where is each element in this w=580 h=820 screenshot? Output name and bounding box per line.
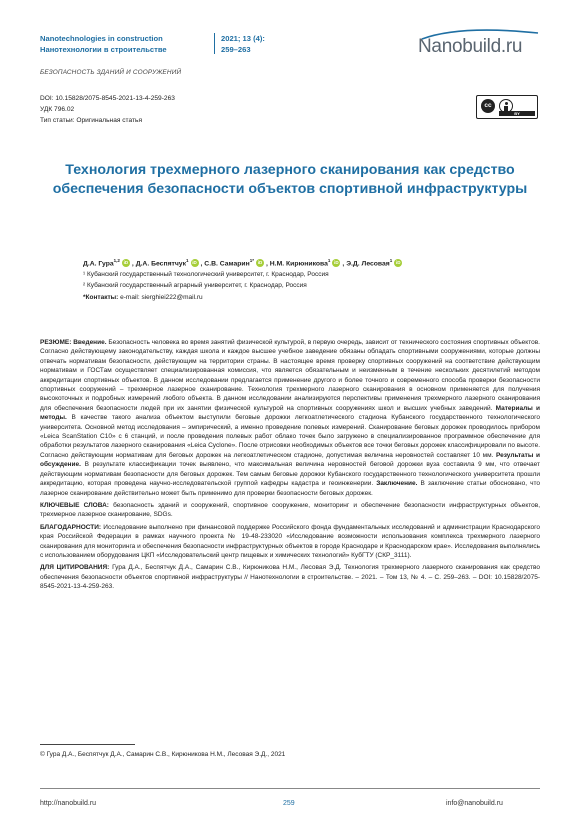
footnote-rule	[40, 744, 135, 745]
acknowledgments-label: БЛАГОДАРНОСТИ:	[40, 523, 102, 531]
orcid-icon[interactable]: iD	[123, 260, 129, 266]
orcid-icon[interactable]: iD	[396, 260, 401, 266]
conclusion-text: В заключение статьи обосновано, что лазерное сканирование действительно может быть применимо для проверки безопасности беговых дорожек.	[40, 480, 540, 497]
keywords-text: безопасность зданий и сооружений, спортивное сооружение, мониторинг и обеспечение безопасности инфраструктурных объектов, трехмерное лазерное сканирование, SDGs.	[40, 501, 541, 519]
header-divider	[214, 33, 215, 54]
year-issue: 2021; 13 (4):	[221, 34, 265, 43]
article-type: Тип статьи: Оригинальная статья	[40, 117, 143, 124]
authors-line: Д.А. Гура$^{1,2}$ iD , Д.А. Беспятчук$^1$ iD , С.В. Самарин$^{1*}$ iD , Н.М. Кирюникова$^1$ iD , Э.Д. Лесовая$^1$ iD	[83, 258, 401, 268]
contacts-email[interactable]: e-mail: sierghiei222@mail.ru	[118, 294, 203, 301]
footer-url[interactable]: http://nanobuild.ru	[40, 800, 97, 807]
abstract-paragraph	[40, 338, 540, 498]
methods-text: В качестве такого анализа объектом выступили беговые дорожки легкоатлетического стадиона Кубанского государственного технологического университета. Основной метод исследования – эмпирический, а именно проведение полевых измерений. Сканирование беговых дорожек проводилось прибором «Leica ScanStation C10» с 6 станций, и после проведения полевых работ облако точек было загружено в специализированное программное обеспечение для обработки результатов лазерного сканирования «Leica Cyclone». После отрисовки необходимых объектов все точки беговых дорожек классифицировали по высоте. Согласно действующим нормативам для беговых дорожек на легкоатлетическом стадионе, допустимая величина неровностей составляет 10 мм.	[40, 414, 540, 459]
author-name: Н.М. Кирюникова	[269, 260, 328, 268]
by-label: BY	[499, 111, 535, 116]
citation-text: Гура Д.А., Беспятчук Д.А., Самарин С.В., Кирюникова Н.М., Лесовая Э.Д. Технология трехмерного лазерного сканирования как средство обеспечения безопасности объектов спортивной инфраструктуры // Нанотехнологии в строительстве. – 2021. – Том 13, № 4. – С. 259–263. – DOI: 10.15828/2075-8545-2021-13-4-259-263.	[40, 564, 540, 591]
article-title: Технология трехмерного лазерного сканирования как средство обеспечения безопасности объектов спортивной инфраструктуры	[52, 162, 528, 197]
contacts	[83, 294, 203, 301]
copyright: © Гура Д.А., Беспятчук Д.А., Самарин С.В., Кирюникова Н.М., Лесовая Э.Д., 2021	[40, 751, 286, 758]
journal-title-en: Nanotechnologies in construction	[40, 34, 163, 43]
abstract-block	[40, 338, 540, 595]
orcid-icon[interactable]: iD	[192, 260, 197, 266]
footer-email[interactable]: info@nanobuild.ru	[446, 800, 503, 807]
author-name: Э.Д. Лесовая	[346, 260, 390, 268]
logo-text: Nanobuild.ru	[418, 36, 523, 57]
intro-text: Безопасность человека во время занятий физической культурой, в первую очередь, зависит от технического состояния спортивных объектов. Согласно действующему законодательству, каждая школа и каждое высшее учебное заведение обязаны обладать спортивными сооружениями, которые должны отвечать нормативам безопасности, действующим на территории страны. В настоящее время проверку спортивных сооружений на соответствие действующим нормативам и ГОСТам осуществляет специализированная комиссия, что является обязательным и неизменным в течение нескольких десятилетий методом аккредитации спортивных объектов. В данном исследовании предлагается применение другого и более точного и современного способа проверки безопасности спортивных сооружений – трехмерное лазерное сканирование. Технология трехмерного лазерного сканирования в основном применяется для получения высокоточных и подробных измерений любого объекта. В данном исследовании анализируются перспективы применения трехмерного лазерного сканирования для обеспечения безопасности людей при их занятии физической культурой на спортивных сооружениях школ и высших учебных заведений.	[40, 339, 540, 412]
doi[interactable]: DOI: 10.15828/2075-8545-2021-13-4-259-263	[40, 95, 175, 102]
keywords-label: КЛЮЧЕВЫЕ СЛОВА:	[40, 501, 109, 509]
nanobuild-logo[interactable]	[418, 36, 522, 58]
methods-label: Материалы и методы.	[40, 404, 540, 422]
keywords	[40, 501, 540, 520]
udk: УДК 796.02	[40, 106, 75, 113]
cc-by-license-badge[interactable]	[476, 95, 538, 119]
author-affiliation-sup: 1	[389, 258, 393, 263]
page-number: 259	[283, 800, 295, 807]
abstract-label: РЕЗЮМЕ:	[40, 339, 72, 346]
results-text: В результате классификации точек выявлено, что максимальная величина неровностей беговой дорожки вуза составила 9 мм, что отвечает действующим нормативам безопасности для беговых дорожек. Тем самым беговые дорожки Кубанского государственного технологического университета прошли аккредитацию, которая проведена научно-исследовательской группой кафедры кадастра и геоинженерии.	[40, 461, 540, 488]
acknowledgments	[40, 523, 540, 561]
section-label: БЕЗОПАСНОСТЬ ЗДАНИЙ И СООРУЖЕНИЙ	[40, 69, 182, 76]
citation	[40, 563, 540, 591]
contacts-label: *Контакты:	[83, 294, 119, 301]
journal-title	[40, 33, 167, 55]
author-name: Д.А. Гура	[83, 260, 114, 268]
cc-icon: cc	[481, 99, 495, 113]
footer-divider	[40, 788, 540, 789]
author-name: С.В. Самарин	[204, 260, 250, 268]
citation-label: ДЛЯ ЦИТИРОВАНИЯ:	[40, 564, 110, 572]
acknowledgments-text: Исследование выполнено при финансовой поддержке Российского фонда фундаментальных исследований и администрации Краснодарского края Российской Федерации в рамках научного проекта № 19-48-233020 «Исследование возможности использования комплекса трехмерного лазерного сканирования для мониторинга и обеспечения безопасности инфраструктурных объектов в городе Краснодаре и Краснодарском крае». Исследования выполнялись с использованием оборудования ЦКП «Исследовательский центр пищевых и химических технологий» КубГТУ (СКР_3111).	[40, 523, 540, 559]
author-name: Д.А. Беспятчук	[135, 260, 186, 268]
intro-label: Введение.	[73, 339, 107, 346]
orcid-icon[interactable]: iD	[334, 260, 339, 266]
results-label: Результаты и обсуждение.	[40, 451, 540, 469]
page-range: 259–263	[221, 45, 251, 54]
affiliation-1: ¹ Кубанский государственный технологический университет, г. Краснодар, Россия	[83, 271, 329, 278]
author-affiliation-sup: 1	[327, 258, 331, 263]
author-affiliation-sup: 1*	[249, 258, 254, 263]
logo-wave-icon	[420, 27, 540, 41]
article-meta	[40, 93, 175, 126]
issue-info	[221, 33, 265, 55]
author-affiliation-sup: 1,2	[113, 258, 120, 263]
journal-title-ru: Нанотехнологии в строительстве	[40, 45, 167, 54]
author-affiliation-sup: 1	[186, 258, 189, 263]
orcid-icon[interactable]: iD	[257, 260, 263, 266]
affiliation-2: ² Кубанский государственный аграрный университет, г. Краснодар, Россия	[83, 282, 307, 289]
conclusion-label: Заключение.	[376, 480, 418, 488]
